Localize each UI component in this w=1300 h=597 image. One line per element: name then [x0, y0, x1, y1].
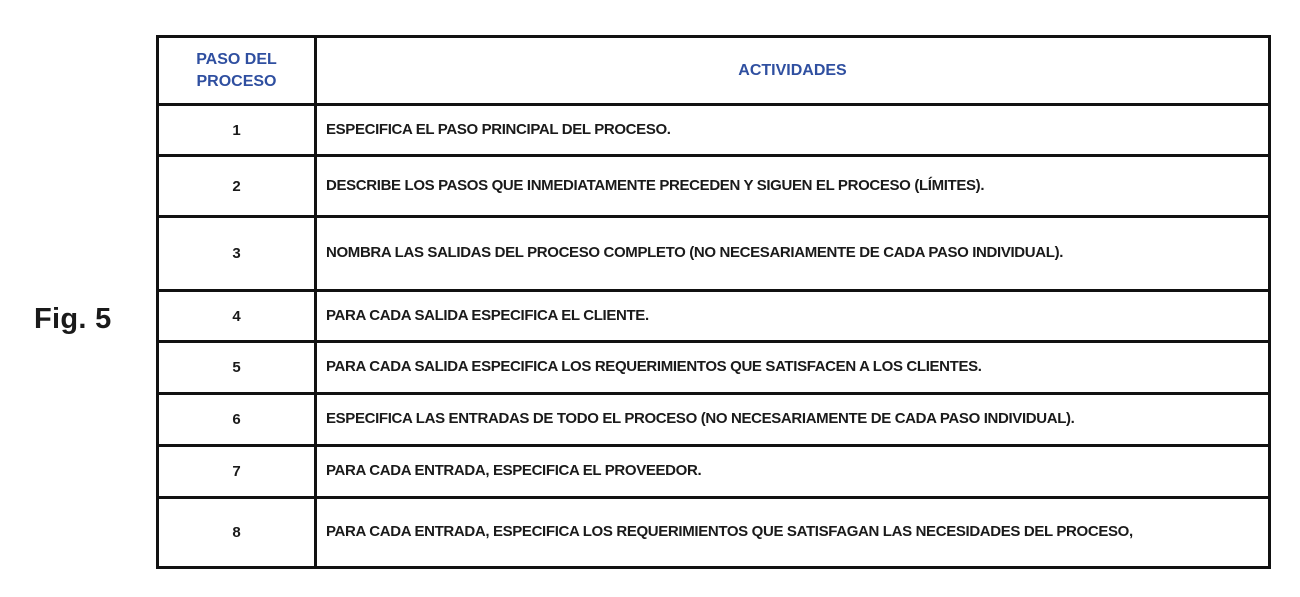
step-activity: PARA CADA SALIDA ESPECIFICA LOS REQUERIMIENTOS QUE SATISFACEN A LOS CLIENTES. [316, 342, 1270, 394]
table-row [158, 217, 1270, 291]
step-number: 2 [158, 156, 316, 217]
step-number: 3 [158, 217, 316, 291]
step-number: 8 [158, 498, 316, 568]
table-row [158, 105, 1270, 156]
step-number: 4 [158, 291, 316, 342]
step-activity: PARA CADA SALIDA ESPECIFICA EL CLIENTE. [316, 291, 1270, 342]
header-step: PASO DEL PROCESO [158, 37, 316, 105]
step-activity: PARA CADA ENTRADA, ESPECIFICA LOS REQUERIMIENTOS QUE SATISFAGAN LAS NECESIDADES DEL PROCESO, [316, 498, 1270, 568]
table-row [158, 394, 1270, 446]
table-header-row [158, 37, 1270, 105]
step-activity: DESCRIBE LOS PASOS QUE INMEDIATAMENTE PRECEDEN Y SIGUEN EL PROCESO (LÍMITES). [316, 156, 1270, 217]
step-activity: ESPECIFICA LAS ENTRADAS DE TODO EL PROCESO (NO NECESARIAMENTE DE CADA PASO INDIVIDUAL). [316, 394, 1270, 446]
step-number: 7 [158, 446, 316, 498]
step-number: 6 [158, 394, 316, 446]
step-number: 1 [158, 105, 316, 156]
table-row [158, 498, 1270, 568]
step-activity: PARA CADA ENTRADA, ESPECIFICA EL PROVEEDOR. [316, 446, 1270, 498]
process-steps-table [156, 35, 1271, 569]
step-activity: NOMBRA LAS SALIDAS DEL PROCESO COMPLETO (NO NECESARIAMENTE DE CADA PASO INDIVIDUAL). [316, 217, 1270, 291]
table-row [158, 342, 1270, 394]
header-activities: ACTIVIDADES [316, 37, 1270, 105]
figure-label: Fig. 5 [34, 303, 112, 335]
table-row [158, 446, 1270, 498]
step-number: 5 [158, 342, 316, 394]
step-activity: ESPECIFICA EL PASO PRINCIPAL DEL PROCESO. [316, 105, 1270, 156]
table-row [158, 291, 1270, 342]
table-row [158, 156, 1270, 217]
